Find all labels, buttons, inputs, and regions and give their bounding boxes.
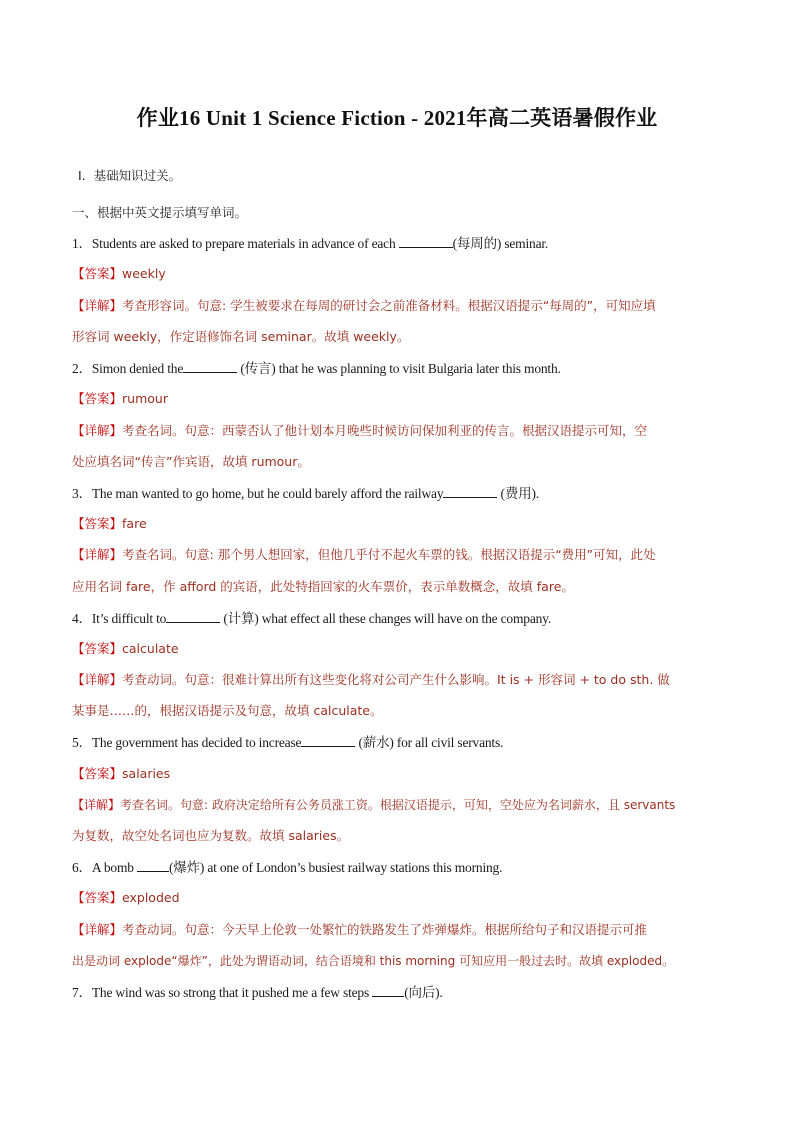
answer-value: rumour bbox=[122, 391, 168, 406]
question-number: 5． bbox=[72, 735, 92, 750]
question-text: The wind was so strong that it pushed me a few steps bbox=[91, 985, 373, 1000]
question-text: The government has decided to increase bbox=[91, 735, 302, 750]
question-number: 6． bbox=[72, 860, 92, 875]
answer-tag: 【答案】 bbox=[72, 266, 123, 281]
answer-tag: 【答案】 bbox=[72, 766, 123, 781]
question-text: Students are asked to prepare materials in advance of each bbox=[91, 236, 399, 251]
detail-text: 考查名词。句意：西蒙否认了他计划本月晚些时候访问保加利亚的传言。根据汉语提示可知，空 bbox=[122, 423, 648, 438]
answer-value: exploded bbox=[122, 890, 180, 905]
section-heading-text: 基础知识过关。 bbox=[93, 168, 182, 183]
detail-tag: 【详解】 bbox=[72, 922, 123, 937]
question-text-after: (每周的) seminar. bbox=[452, 236, 549, 251]
section-heading bbox=[78, 168, 738, 184]
answer-tag: 【答案】 bbox=[72, 391, 123, 406]
section-roman: I. bbox=[78, 168, 86, 183]
detail-tag: 【详解】 bbox=[72, 672, 123, 687]
answer-blank[interactable] bbox=[183, 360, 237, 373]
detail-text: 考查名词。句意: 那个男人想回家，但他几乎付不起火车票的钱。根据汉语提示“费用”可知，此处 bbox=[122, 547, 656, 562]
page-title: 作业16 Unit 1 Science Fiction - 2021年高二英语暑假作业 bbox=[136, 106, 658, 130]
detail-tag: 【详解】 bbox=[72, 423, 123, 438]
question-text: A bomb bbox=[91, 860, 137, 875]
answer-value: calculate bbox=[122, 641, 179, 656]
detail-line-2a bbox=[72, 423, 732, 440]
question-text: It’s difficult to bbox=[91, 611, 167, 626]
detail-text: 考查形容词。句意: 学生被要求在每周的研讨会之前准备材料。根据汉语提示“每周的”，可知应填 bbox=[122, 298, 656, 313]
answer-line-4 bbox=[72, 641, 732, 658]
detail-tag: 【详解】 bbox=[72, 547, 123, 562]
question-text-after: (向后). bbox=[404, 985, 443, 1000]
answer-tag: 【答案】 bbox=[72, 890, 123, 905]
detail-line-3a bbox=[72, 547, 732, 564]
answer-blank[interactable] bbox=[137, 859, 169, 872]
question-7 bbox=[72, 984, 732, 1001]
question-3 bbox=[72, 485, 732, 502]
detail-tag: 【详解】 bbox=[72, 798, 121, 812]
answer-value: fare bbox=[122, 516, 147, 531]
detail-line-5a bbox=[72, 797, 732, 813]
question-text-after: (传言) that he was planning to visit Bulgaria later this month. bbox=[237, 361, 561, 376]
answer-tag: 【答案】 bbox=[72, 516, 123, 531]
answer-value: weekly bbox=[122, 266, 166, 281]
detail-line-6b: 出是动词 explode“爆炸”，此处为谓语动词，结合语境和 this morning 可知应用一般过去时。故填 exploded。 bbox=[72, 954, 675, 968]
detail-text: 考查动词。句意：很难计算出所有这些变化将对公司产生什么影响。It is + 形容词 + to do sth. 做 bbox=[122, 672, 670, 687]
detail-line-1a bbox=[72, 298, 732, 315]
answer-line-3 bbox=[72, 516, 732, 533]
answer-blank[interactable] bbox=[443, 485, 497, 498]
question-1 bbox=[72, 235, 732, 252]
question-number: 3． bbox=[72, 486, 92, 501]
question-text-after: (费用). bbox=[497, 486, 539, 501]
detail-line-2b: 处应填名词“传言”作宾语，故填 rumour。 bbox=[72, 454, 310, 469]
question-number: 1． bbox=[72, 236, 92, 251]
question-5 bbox=[72, 734, 732, 751]
question-text: Simon denied the bbox=[91, 361, 184, 376]
question-2 bbox=[72, 360, 732, 377]
question-text-after: (薪水) for all civil servants. bbox=[355, 735, 504, 750]
answer-blank[interactable] bbox=[399, 235, 453, 248]
question-text-after: (爆炸) at one of London’s busiest railway stations this morning. bbox=[168, 860, 503, 875]
question-text-after: (计算) what effect all these changes will have on the company. bbox=[220, 611, 552, 626]
answer-blank[interactable] bbox=[166, 610, 220, 623]
detail-line-3b: 应用名词 fare，作 afford 的宾语，此处特指回家的火车票价，表示单数概念，故填 fare。 bbox=[72, 579, 574, 594]
answer-blank[interactable] bbox=[301, 734, 355, 747]
answer-blank[interactable] bbox=[372, 984, 404, 997]
question-number: 4． bbox=[72, 611, 92, 626]
answer-line-1 bbox=[72, 266, 732, 283]
question-4 bbox=[72, 610, 732, 627]
answer-line-5 bbox=[72, 766, 732, 783]
detail-line-1b: 形容词 weekly，作定语修饰名词 seminar。故填 weekly。 bbox=[72, 329, 410, 344]
question-number: 2． bbox=[72, 361, 92, 376]
detail-line-5b: 为复数，故空处名词也应为复数。故填 salaries。 bbox=[72, 828, 350, 843]
detail-line-6a bbox=[72, 922, 732, 939]
detail-line-4a bbox=[72, 672, 732, 689]
answer-value: salaries bbox=[122, 766, 171, 781]
question-number: 7． bbox=[72, 985, 92, 1000]
detail-line-4b: 某事是……的，根据汉语提示及句意，故填 calculate。 bbox=[72, 703, 383, 718]
answer-line-6 bbox=[72, 890, 732, 907]
detail-text: 考查动词。句意：今天早上伦敦一处繁忙的铁路发生了炸弹爆炸。根据所给句子和汉语提示可推 bbox=[122, 922, 648, 937]
question-text: The man wanted to go home, but he could barely afford the railway bbox=[91, 486, 444, 501]
part-heading: 一、根据中英文提示填写单词。 bbox=[72, 205, 248, 220]
answer-tag: 【答案】 bbox=[72, 641, 123, 656]
detail-text: 考查名词。句意: 政府决定给所有公务员涨工资。根据汉语提示，可知，空处应为名词薪水，且 servants bbox=[120, 798, 676, 812]
detail-tag: 【详解】 bbox=[72, 298, 123, 313]
question-6 bbox=[72, 859, 732, 876]
answer-line-2 bbox=[72, 391, 732, 408]
